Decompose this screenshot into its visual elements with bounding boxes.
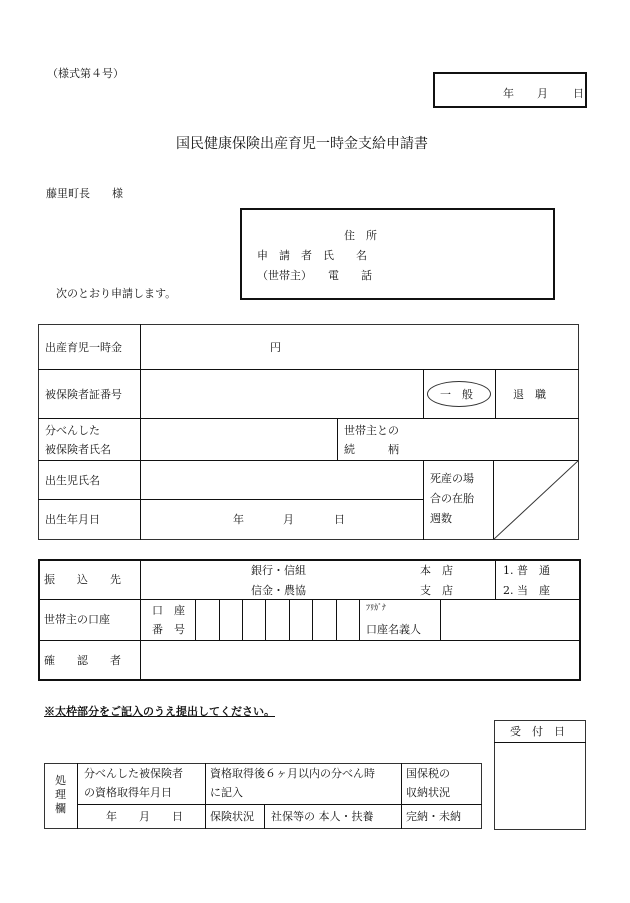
- child-name-label: 出生児氏名: [45, 474, 100, 487]
- insured-number-label: 被保険者証番号: [45, 388, 122, 401]
- date-day: 日: [573, 87, 584, 100]
- addressee: 藤里町長 様: [46, 187, 123, 200]
- account-type-current: 2. 当 座: [503, 584, 550, 597]
- head-office-option: 本 店: [420, 564, 453, 577]
- account-label: 世帯主の口座: [44, 613, 110, 626]
- relation-label-2: 続 柄: [344, 443, 399, 456]
- applicant-name-label: 申 請 者 氏 名: [257, 249, 367, 262]
- processing-label-2: 理: [55, 788, 66, 801]
- account-number-label-1: 口 座: [152, 604, 185, 617]
- bank-option: 銀行・信組: [251, 564, 306, 577]
- applicant-householder-label: （世帯主）: [257, 269, 312, 282]
- type-retired: 退 職: [513, 388, 546, 401]
- branch-option: 支 店: [420, 584, 453, 597]
- stillbirth-label-3: 週数: [430, 512, 452, 525]
- transfer-label: 振 込 先: [44, 573, 121, 586]
- birth-day: 日: [334, 513, 345, 526]
- relation-label-1: 世帯主との: [344, 424, 399, 437]
- six-month-note-1: 資格取得後６ヶ月以内の分べん時: [210, 767, 375, 780]
- acquisition-date-label-1: 分べんした被保険者: [84, 767, 183, 780]
- birth-year: 年: [233, 513, 244, 526]
- amount-unit: 円: [270, 341, 281, 354]
- shinkin-option: 信金・農協: [251, 584, 306, 597]
- processing-label-3: 欄: [55, 802, 66, 815]
- stillbirth-label-1: 死産の場: [430, 472, 474, 485]
- applicant-phone-label: 電 話: [328, 269, 372, 282]
- furigana-label: ﾌﾘｶﾞﾅ: [366, 603, 386, 612]
- account-number-label-2: 番 号: [152, 623, 185, 636]
- stillbirth-label-2: 合の在胎: [430, 492, 474, 505]
- acquisition-date-label-2: の資格取得年月日: [84, 786, 172, 799]
- date-year: 年: [503, 87, 514, 100]
- stillbirth-diagonal: [493, 460, 579, 540]
- insurance-status-label: 保険状況: [210, 810, 254, 823]
- processing-label-1: 処: [55, 774, 66, 787]
- tax-status-label-2: 収納状況: [406, 786, 450, 799]
- date-box: [433, 72, 587, 108]
- tax-status-options: 完納・未納: [406, 810, 461, 823]
- birth-month: 月: [283, 513, 294, 526]
- intro-text: 次のとおり申請します。: [56, 287, 177, 300]
- form-number: （様式第４号）: [47, 67, 124, 80]
- account-holder-label: 口座名義人: [366, 623, 421, 636]
- amount-label: 出産育児一時金: [45, 341, 122, 354]
- page-title: 国民健康保険出産育児一時金支給申請書: [176, 136, 428, 152]
- applicant-address-label: 住 所: [344, 229, 377, 242]
- applicant-box: [240, 208, 555, 300]
- receipt-date-label: 受 付 日: [510, 725, 565, 738]
- type-general: 一 般: [440, 388, 473, 401]
- six-month-note-2: に記入: [210, 786, 243, 799]
- separated-label-2: 被保険者氏名: [45, 443, 111, 456]
- submission-note: ※太枠部分をご記入のうえ提出してください。: [44, 705, 275, 718]
- separated-label-1: 分べんした: [45, 424, 100, 437]
- tax-status-label-1: 国保税の: [406, 767, 450, 780]
- date-month: 月: [537, 87, 548, 100]
- account-type-ordinary: 1. 普 通: [503, 564, 550, 577]
- acquisition-date-fields: 年 月 日: [106, 810, 183, 823]
- insurance-status-options: 社保等の 本人・扶養: [271, 810, 374, 823]
- birth-date-label: 出生年月日: [45, 513, 100, 526]
- confirmer-label: 確 認 者: [44, 654, 121, 667]
